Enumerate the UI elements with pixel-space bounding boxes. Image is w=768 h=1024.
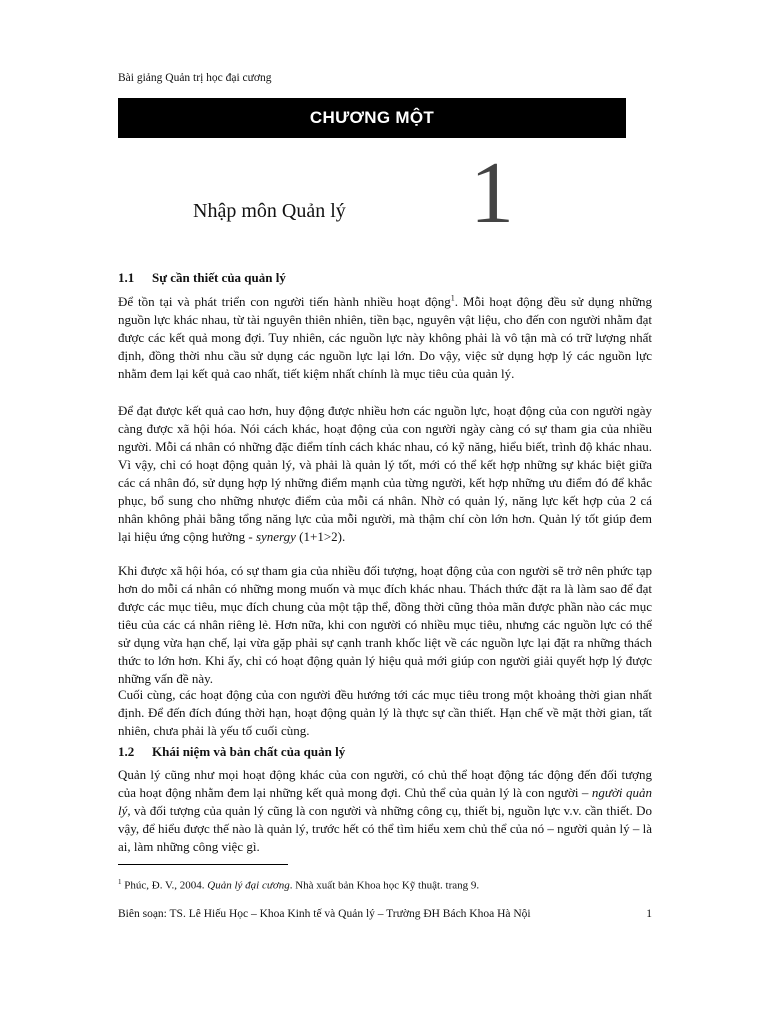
footer-author-line: Biên soạn: TS. Lê Hiếu Học – Khoa Kinh tế và Quản lý – Trường ĐH Bách Khoa Hà Nội bbox=[118, 908, 531, 920]
paragraph-1: Để tồn tại và phát triển con người tiến hành nhiều hoạt động$^1$. Mỗi hoạt động đều sử dụng những nguồn lực khác nhau, từ tài nguyên thiên nhiên, tiền bạc, nguyên vật liệu, cho đến con người nhằm đạt được các kết quả mong đợi. Tuy nhiên, các nguồn lực này không phải là vô tận mà có trữ lượng nhất định, đồng thời nhu cầu sử dụng các nguồn lực lại lớn. Do vậy, việc sử dụng hợp lý các nguồn lực nhằm đem lại kết quả cao nhất, tiết kiệm nhất chính là mục tiêu của quản lý. bbox=[118, 293, 652, 381]
footnote: $^1$ Phúc, Đ. V., 2004. Quản lý đại cương. Nhà xuất bản Khoa học Kỹ thuật. trang 9. bbox=[118, 878, 480, 892]
section-heading-1-1 bbox=[118, 270, 286, 286]
chapter-title: Nhập môn Quản lý bbox=[193, 200, 346, 222]
page-footer bbox=[118, 908, 652, 920]
section-title: Sự cần thiết của quản lý bbox=[152, 270, 286, 285]
running-header: Bài giảng Quản trị học đại cương bbox=[118, 72, 272, 84]
paragraph-2: Để đạt được kết quả cao hơn, huy động được nhiều hơn các nguồn lực, hoạt động của con người ngày càng được xã hội hóa. Nói cách khác, hoạt động của con người ngày càng có sự tham gia của nhiều người. Mỗi cá nhân có những đặc điểm tính cách khác nhau, có kỹ năng, hiểu biết, trình độ khác nhau. Vì vậy, chỉ có hoạt động quản lý, và phải là quản lý tốt, mới có thể kết hợp những sự khác biệt giữa các cá nhân đó, sử dụng hợp lý những điểm mạnh của từng người, kết hợp những ưu điểm đó để khắc phục, bổ sung cho những nhược điểm của mỗi cá nhân. Nhờ có quản lý, năng lực kết hợp của 2 cá nhân không phải bằng tổng năng lực của mỗi người, mà thậm chí còn lớn hơn. Quản lý tốt giúp đem lại hiệu ứng cộng hưởng - synergy (1+1>2). bbox=[118, 403, 652, 544]
paragraph-5: Quản lý cũng như mọi hoạt động khác của con người, có chủ thể hoạt động tác động đến đối tượng của hoạt động nhằm đem lại những kết quả mong đợi. Chủ thể của quản lý là con người – người quản lý, và đối tượng của quản lý cũng là con người và những công cụ, thiết bị, nguồn lực v.v. cần thiết. Do vậy, để hiểu được thế nào là quản lý, trước hết có thể tìm hiểu xem chủ thể của nó – người quản lý – là ai, làm những công việc gì. bbox=[118, 767, 653, 854]
paragraph-3: Khi được xã hội hóa, có sự tham gia của nhiều đối tượng, hoạt động của con người sẽ trở nên phức tạp hơn do mỗi cá nhân có những mong muốn và mục đích khác nhau. Thách thức đặt ra là làm sao để đạt được các mục tiêu, mục đích chung của một tập thể, đồng thời cũng thỏa mãn được phần nào các mục tiêu của các cá nhân riêng lẻ. Hơn nữa, khi con người có nhiều mục tiêu, nhưng các nguồn lực có thể sử dụng vừa hạn chế, lại vừa gặp phải sự cạnh tranh khốc liệt về các nguồn lực lại đặt ra những thách thức to lớn hơn. Khi ấy, chỉ có hoạt động quản lý hiệu quả mới giúp con người giải quyết hợp lý được những vấn đề này. bbox=[118, 563, 652, 686]
section-number: 1.1 bbox=[118, 270, 135, 285]
chapter-number: 1 bbox=[470, 145, 514, 242]
section-title: Khái niệm và bản chất của quản lý bbox=[152, 744, 346, 759]
page-number: 1 bbox=[646, 908, 652, 920]
footnote-divider bbox=[118, 864, 288, 865]
footnote-ref: 1 bbox=[450, 293, 455, 303]
section-heading-1-2 bbox=[118, 744, 345, 760]
chapter-label: CHƯƠNG MỘT bbox=[309, 108, 435, 127]
section-number: 1.2 bbox=[118, 744, 135, 759]
paragraph-4: Cuối cùng, các hoạt động của con người đều hướng tới các mục tiêu trong một khoảng thời gian nhất định. Để đến đích đúng thời hạn, hoạt động quản lý là thực sự cần thiết. Hạn chế về mặt thời gian, tất nhiên, chưa phải là yếu tố cuối cùng. bbox=[118, 687, 652, 738]
chapter-banner bbox=[118, 98, 626, 138]
